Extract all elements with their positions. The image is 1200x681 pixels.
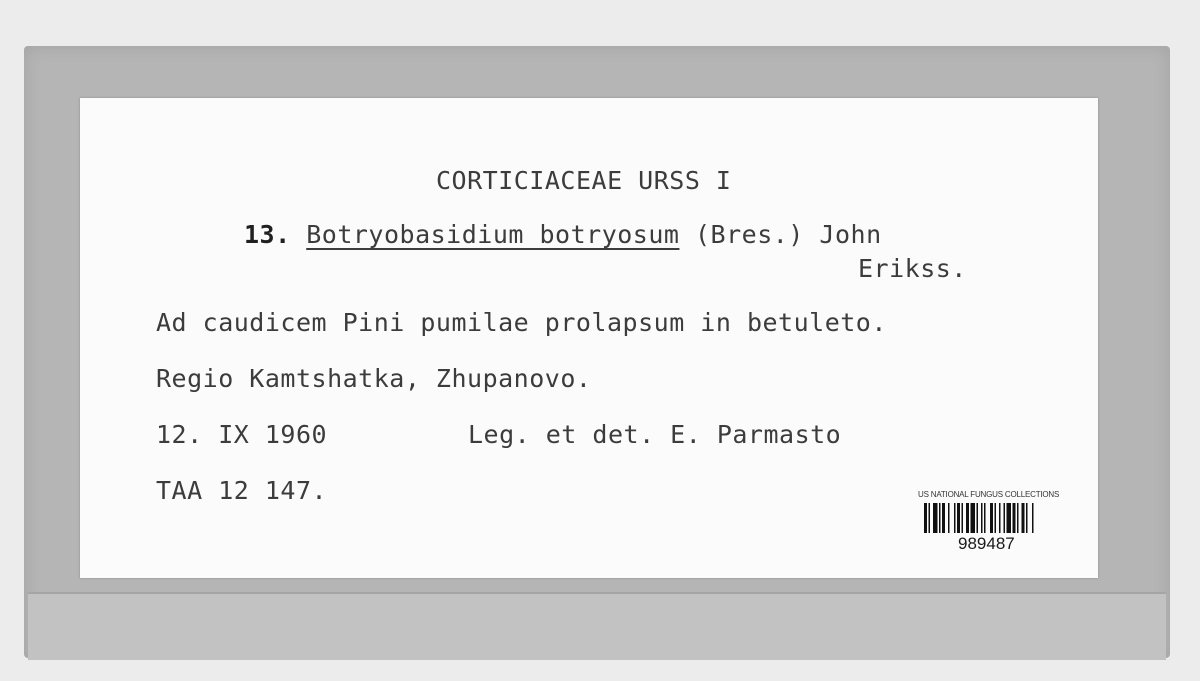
collection-header: CORTICIACEAE URSS I (436, 166, 732, 195)
barcode-icon (924, 503, 1068, 533)
species-author-continued: Erikss. (858, 254, 967, 283)
collection-date: 12. IX 1960 (156, 420, 328, 449)
specimen-number: 13. (244, 220, 291, 249)
species-name: Botryobasidium botryosum (306, 220, 680, 249)
catalog-number: TAA 12 147. (156, 476, 328, 505)
envelope-flap (28, 592, 1166, 660)
species-line (244, 220, 882, 249)
locality-text: Regio Kamtshatka, Zhupanovo. (156, 364, 592, 393)
barcode-caption: US NATIONAL FUNGUS COLLECTIONS (918, 490, 1060, 499)
substrate-text: Ad caudicem Pini pumilae prolapsum in betuleto. (156, 308, 887, 337)
species-author: (Bres.) John (679, 220, 882, 249)
barcode-block (914, 490, 1078, 560)
specimen-label (80, 98, 1098, 578)
barcode-number: 989487 (958, 534, 1015, 553)
collector-text: Leg. et det. E. Parmasto (468, 420, 842, 449)
